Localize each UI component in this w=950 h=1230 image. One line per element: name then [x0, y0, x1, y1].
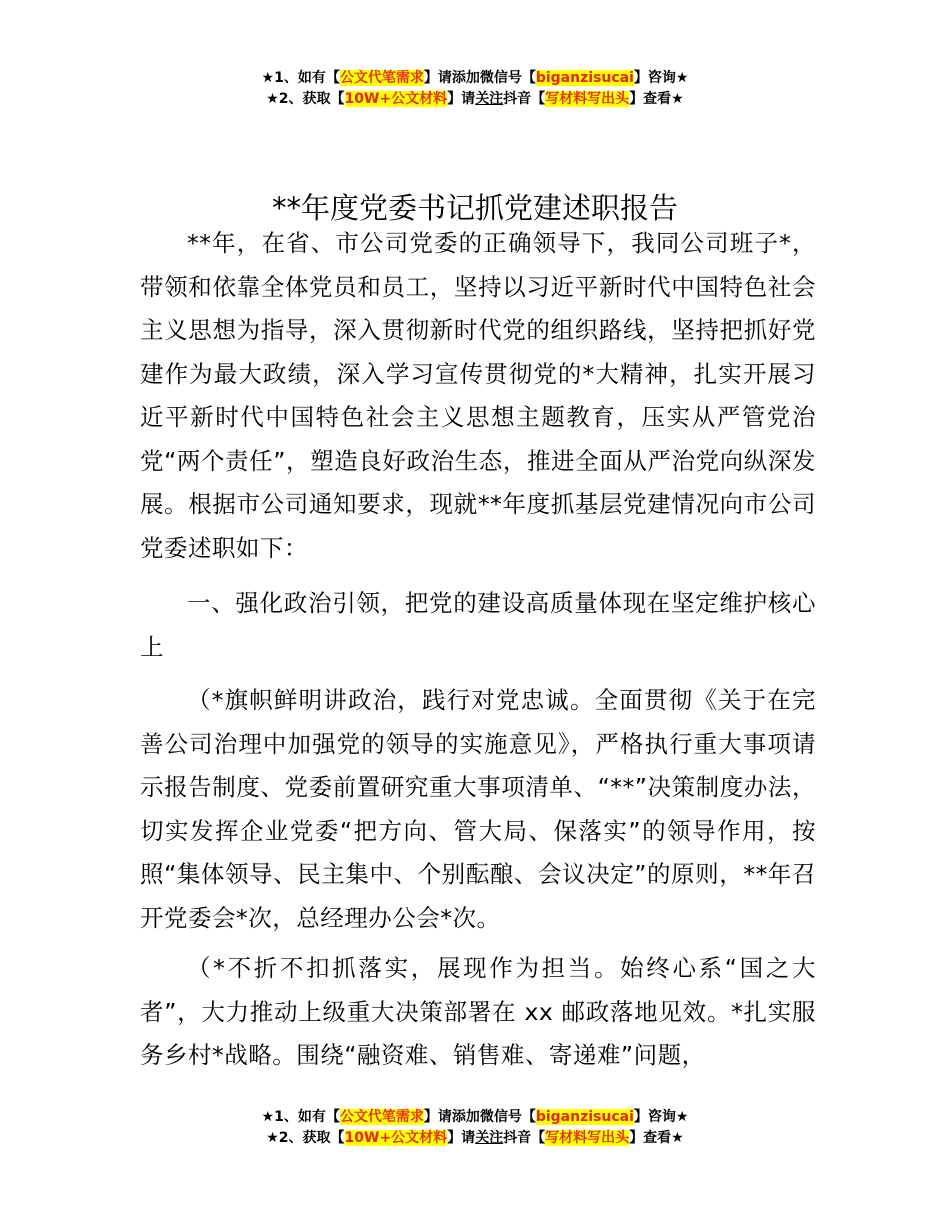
- wechat-id: biganzisucai: [535, 70, 634, 86]
- highlight-text: 10W+公文材料: [344, 91, 448, 107]
- douyin-account: 写材料写出头: [545, 91, 630, 107]
- douyin-account: 写材料写出头: [545, 1130, 630, 1146]
- promo-banner-top: [0, 68, 950, 110]
- document-title: **年度党委书记抓党建述职报告: [271, 191, 678, 226]
- promo-line-1: ★1、如有【公文代笔需求】请添加微信号【biganzisucai】咨询★: [261, 1109, 689, 1125]
- promo-banner-bottom: [0, 1107, 950, 1149]
- highlight-text: 公文代笔需求: [339, 1109, 424, 1125]
- section-heading: 一、强化政治引领，把党的建设高质量体现在坚定维护核心上: [140, 589, 816, 661]
- underlined-text: 关注: [475, 91, 504, 107]
- document-body: [140, 222, 816, 1078]
- highlight-text: 10W+公文材料: [344, 1130, 448, 1146]
- promo-line-1: ★1、如有【公文代笔需求】请添加微信号【biganzisucai】咨询★: [261, 70, 689, 86]
- wechat-id: biganzisucai: [535, 1109, 634, 1125]
- underlined-text: 关注: [475, 1130, 504, 1146]
- intro-paragraph: **年，在省、市公司党委的正确领导下，我同公司班子*，带领和依靠全体党员和员工，坚持以习近平新时代中国特色社会主义思想为指导，深入贯彻新时代党的组织路线，坚持把抓好党建作为最大政绩，深入学习宣传贯彻党的*大精神，扎实开展习近平新时代中国特色社会主义思想主题教育，压实从严管党治党“两个责任”，塑造良好政治生态，推进全面从严治党向纵深发展。根据市公司通知要求，现就**年度抓基层党建情况向市公司党委述职如下：: [140, 229, 816, 562]
- body-paragraph: （*不折不扣抓落实，展现作为担当。始终心系“国之大者”，大力推动上级重大决策部署在 xx 邮政落地见效。*扎实服务乡村*战略。围绕“融资难、销售难、寄递难”问题，: [140, 954, 816, 1069]
- promo-line-2: ★2、获取【10W+公文材料】请关注抖音【写材料写出头】查看★: [266, 91, 684, 107]
- body-paragraph: （*旗帜鲜明讲政治，践行对党忠诚。全面贯彻《关于在完善公司治理中加强党的领导的实施意见》，严格执行重大事项请示报告制度、党委前置研究重大事项清单、“**”决策制度办法，切实发挥企业党委“把方向、管大局、保落实”的领导作用，按照“集体领导、民主集中、个别酝酿、会议决定”的原则，**年召开党委会*次，总经理办公会*次。: [140, 686, 816, 932]
- promo-line-2: ★2、获取【10W+公文材料】请关注抖音【写材料写出头】查看★: [266, 1130, 684, 1146]
- highlight-text: 公文代笔需求: [339, 70, 424, 86]
